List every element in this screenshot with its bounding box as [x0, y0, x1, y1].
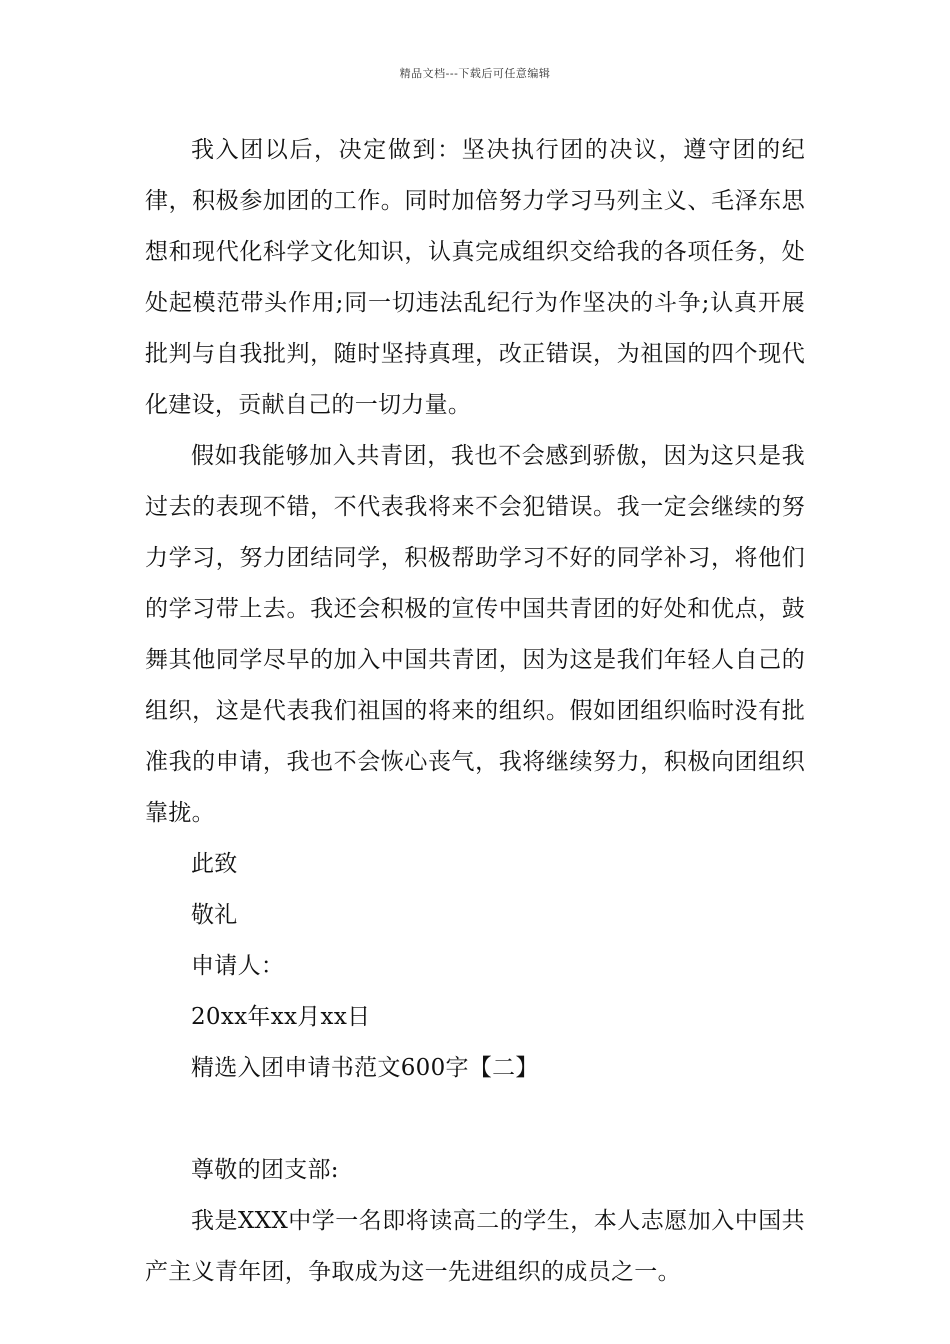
closing-cizhi: 此致: [191, 851, 238, 877]
paragraph-commitments: 我入团以后，决定做到：坚决执行团的决议，遵守团的纪律，积极参加团的工作。同时加倍努力学习马列主义、毛泽东思想和现代化科学文化知识，认真完成组织交给我的各项任务，处处起模范带头作用;同一切违法乱纪行为作坚决的斗争;认真开展批判与自我批判，随时坚持真理，改正错误，为祖国的四个现代化建设，贡献自己的一切力量。: [145, 137, 805, 418]
page-header: 精品文档---下载后可任意编辑: [399, 67, 551, 80]
applicant-label: 申请人：: [191, 953, 285, 979]
paragraph-introduction: 我是XXX中学一名即将读高二的学生，本人志愿加入中国共产主义青年团，争取成为这一先进组织的成员之一。: [145, 1208, 805, 1285]
section-title: 精选入团申请书范文600字【二】: [191, 1055, 539, 1081]
salutation: 尊敬的团支部:: [191, 1157, 339, 1183]
document-body: [145, 125, 805, 1298]
date-line: 20xx年xx月xx日: [191, 1004, 371, 1030]
blank-line: [145, 1094, 805, 1145]
closing-jingli: 敬礼: [191, 902, 238, 928]
paragraph-attitude: 假如我能够加入共青团，我也不会感到骄傲，因为这只是我过去的表现不错，不代表我将来不会犯错误。我一定会继续的努力学习，努力团结同学，积极帮助学习不好的同学补习，将他们的学习带上去。我还会积极的宣传中国共青团的好处和优点，鼓舞其他同学尽早的加入中国共青团，因为这是我们年轻人自己的组织，这是代表我们祖国的将来的组织。假如团组织临时没有批准我的申请，我也不会恢心丧气，我将继续努力，积极向团组织靠拢。: [145, 443, 805, 826]
